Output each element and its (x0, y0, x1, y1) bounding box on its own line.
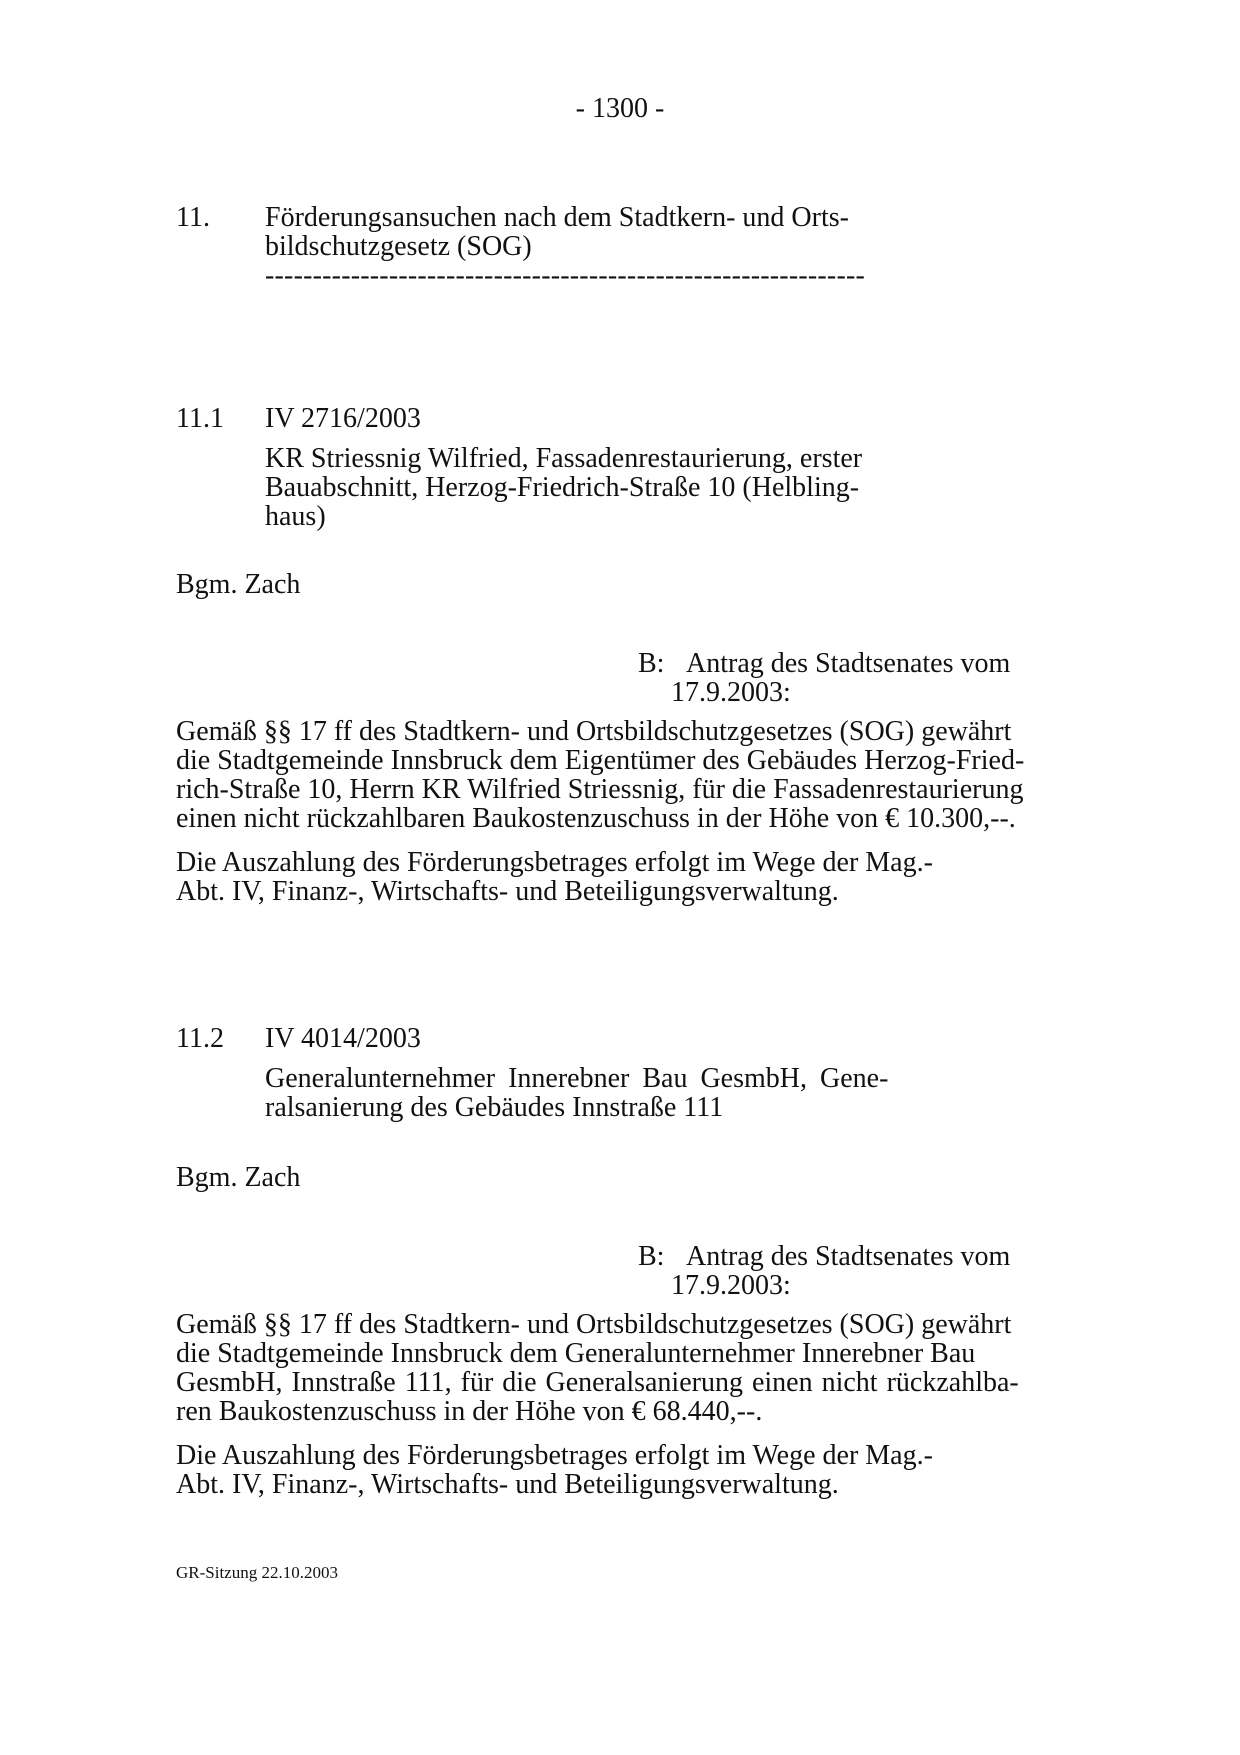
decision-line: rich-Straße 10, Herrn KR Wilfried Striessnig, für die Fassadenrestaurierung (176, 774, 1024, 805)
speaker: Bgm. Zach (176, 1162, 301, 1193)
motion-line: 17.9.2003: (671, 1270, 791, 1301)
section-number: 11. (176, 202, 210, 233)
item-subject-line: Generalunternehmer Innerebner Bau GesmbH, Gene- (265, 1063, 889, 1094)
motion-label: B: (638, 648, 665, 679)
item-subject-line: Bauabschnitt, Herzog-Friedrich-Straße 10 (Helbling- (265, 472, 860, 503)
decision-line: Gemäß §§ 17 ff des Stadtkern- und Ortsbildschutzgesetzes (SOG) gewährt (176, 1309, 1012, 1340)
decision-line: die Stadtgemeinde Innsbruck dem Eigentümer des Gebäudes Herzog-Fried- (176, 745, 1025, 776)
decision-line: die Stadtgemeinde Innsbruck dem Generalunternehmer Innerebner Bau (176, 1338, 976, 1369)
payment-line: Abt. IV, Finanz-, Wirtschafts- und Beteiligungsverwaltung. (176, 876, 839, 907)
decision-line-text: Gemäß §§ 17 ff des Stadtkern- und Ortsbildschutzgesetzes (SOG) gewährt (176, 716, 1012, 747)
decision-text (176, 717, 1053, 833)
payment-line: Abt. IV, Finanz-, Wirtschafts- und Beteiligungsverwaltung. (176, 1469, 839, 1500)
motion-line: 17.9.2003: (671, 677, 791, 708)
decision-text (176, 1310, 1053, 1426)
footer: GR-Sitzung 22.10.2003 (176, 1563, 338, 1582)
item-subject (265, 444, 862, 531)
decision-line: ren Baukostenzuschuss in der Höhe von € 68.440,--. (176, 1396, 763, 1427)
decision-line: einen nicht rückzahlbaren Baukostenzuschuss in der Höhe von € 10.300,--. (176, 803, 1016, 834)
item-subject-line: KR Striessnig Wilfried, Fassadenrestaurierung, erster (265, 443, 863, 474)
payment-text (176, 1441, 933, 1499)
payment-text (176, 848, 933, 906)
section-title-line: Förderungsansuchen nach dem Stadtkern- und Orts- (265, 202, 849, 233)
section-title (265, 203, 865, 290)
motion-line: Antrag des Stadtsenates vom (686, 1241, 1011, 1272)
item-subject-line: ralsanierung des Gebäudes Innstraße 111 (265, 1092, 724, 1123)
item-subject (265, 1064, 888, 1122)
item-reference: IV 2716/2003 (265, 403, 421, 434)
motion-line: Antrag des Stadtsenates vom (686, 648, 1011, 679)
payment-line: Die Auszahlung des Förderungsbetrages erfolgt im Wege der Mag.- (176, 847, 933, 878)
item-number: 11.1 (176, 403, 224, 434)
motion-text (671, 648, 1011, 708)
item-number: 11.2 (176, 1023, 224, 1054)
speaker: Bgm. Zach (176, 569, 301, 600)
item-subject-line: haus) (265, 501, 326, 532)
decision-line: GesmbH, Innstraße 111, für die Generalsanierung einen nicht rückzahlba- (176, 1367, 1019, 1398)
decision-line (176, 717, 1053, 746)
section-underline: --------------------------------------------------------------- (265, 260, 866, 291)
page-number: - 1300 - (575, 93, 665, 124)
payment-line: Die Auszahlung des Förderungsbetrages erfolgt im Wege der Mag.- (176, 1440, 933, 1471)
section-title-line: bildschutzgesetz (SOG) (265, 231, 532, 262)
item-reference: IV 4014/2003 (265, 1023, 421, 1054)
motion-label: B: (638, 1241, 665, 1272)
motion-text (671, 1241, 1011, 1301)
